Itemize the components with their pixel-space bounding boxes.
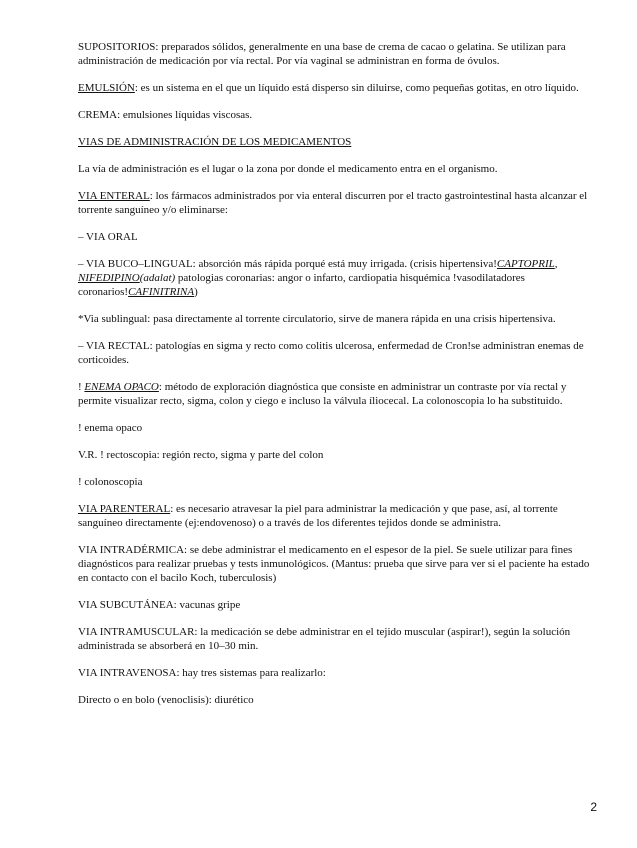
term-enema-opaco: ENEMA OPACO bbox=[84, 381, 159, 393]
paragraph-text: VIA INTRAVENOSA: hay tres sistemas para realizarlo: bbox=[78, 667, 326, 679]
paragraph-text: VIA INTRAMUSCULAR: la medicación se debe administrar en el tejido muscular (aspirar!), según la solución administrada se absorberá en 10–30 min. bbox=[78, 626, 571, 652]
paragraph-text: : es necesario atravesar la piel para administrar la medicación y que pase, así, al torrente sanguíneo directamente (ej:endovenoso) o a través de los diferentes tejidos donde se administra. bbox=[78, 503, 558, 529]
term-via-parenteral: VIA PARENTERAL bbox=[78, 503, 171, 515]
page-number: 2 bbox=[590, 800, 597, 814]
paragraph-via-intravenosa bbox=[78, 666, 598, 680]
term-via-enteral: VIA ENTERAL bbox=[78, 190, 150, 202]
drug-nifedipino: NIFEDIPINO bbox=[78, 272, 140, 284]
paragraph-text: ! colonoscopia bbox=[78, 476, 143, 488]
paragraph-text: – VIA BUCO–LINGUAL: absorción más rápida porqué está muy irrigada. (crisis hipertensiva! bbox=[78, 258, 497, 270]
paragraph-text: ! enema opaco bbox=[78, 422, 143, 434]
paragraph-text: Directo o en bolo (venoclisis): diurético bbox=[78, 694, 254, 706]
paragraph-via-intradermica bbox=[78, 543, 598, 585]
paragraph-via-enteral bbox=[78, 189, 598, 217]
paragraph-directo-bolo bbox=[78, 693, 598, 707]
paragraph-via-buco-lingual bbox=[78, 257, 598, 299]
paragraph-text: La vía de administración es el lugar o la zona por donde el medicamento entra en el organismo. bbox=[78, 163, 498, 175]
drug-captopril: CAPTOPRIL bbox=[496, 258, 555, 270]
paragraph-text: VIA SUBCUTÁNEA: vacunas gripe bbox=[78, 599, 241, 611]
paragraph-prefix: ! bbox=[78, 381, 85, 393]
paragraph-text: – VIA RECTAL: patologías en sigma y recto como colitis ulcerosa, enfermedad de Cron!se administran enemas de corticoides. bbox=[78, 340, 584, 366]
paragraph-via-parenteral bbox=[78, 502, 598, 530]
paragraph-text: – VIA ORAL bbox=[78, 231, 138, 243]
drug-adalat: (adalat) bbox=[139, 272, 176, 284]
paragraph-text: patologias coronarias: angor o infarto, cardiopatia hisquémica !vasodilatadores coronarios! bbox=[78, 272, 525, 298]
paragraph-supositorios bbox=[78, 40, 598, 68]
paragraph-text: *Via sublingual: pasa directamente al torrente circulatorio, sirve de manera rápida en una crisis hipertensiva. bbox=[78, 313, 556, 325]
paragraph-text: : es un sistema en el que un líquido está disperso sin diluirse, como pequeñas gotitas, en otro líquido. bbox=[134, 82, 579, 94]
paragraph-enema-opaco bbox=[78, 380, 598, 408]
paragraph-text: VIA INTRADÉRMICA: se debe administrar el medicamento en el espesor de la piel. Se suele utilizar para fines diagnósticos para realizar pruebas y tests inmunológicos. (Mantus: prueba que sirve para ver si el paciente ha estado en contacto con el bacilo Koch, tuberculosis) bbox=[78, 544, 590, 584]
drug-cafinitrina: CAFINITRINA bbox=[128, 286, 195, 298]
document-body bbox=[78, 40, 598, 720]
paragraph-via-subcutanea bbox=[78, 598, 598, 612]
paragraph-crema bbox=[78, 108, 598, 122]
paragraph-enema-opaco-list bbox=[78, 421, 598, 435]
paragraph-text: CREMA: emulsiones líquidas viscosas. bbox=[78, 109, 253, 121]
paragraph-definicion bbox=[78, 162, 598, 176]
paragraph-emulsion bbox=[78, 81, 598, 95]
paragraph-via-rectal bbox=[78, 339, 598, 367]
term-emulsion: EMULSIÓN bbox=[78, 82, 135, 94]
paragraph-via-sublingual bbox=[78, 312, 598, 326]
section-heading-vias bbox=[78, 135, 598, 149]
paragraph-text: SUPOSITORIOS: preparados sólidos, generalmente en una base de crema de cacao o gelatina. Se utilizan para administración de medicación por vía rectal. Por vía vaginal se administran en forma de óvulos. bbox=[78, 41, 566, 67]
heading-text: VIAS DE ADMINISTRACIÓN DE LOS MEDICAMENTOS bbox=[78, 136, 352, 148]
paragraph-via-oral bbox=[78, 230, 598, 244]
paragraph-text: ) bbox=[194, 286, 198, 298]
paragraph-colonoscopia bbox=[78, 475, 598, 489]
paragraph-text: : método de exploración diagnóstica que consiste en administrar un contraste por vía rectal y permite visualizar recto, sigma, colon y ciego e incluso la válvula íliocecal. La colonoscopia lo ha substituido. bbox=[78, 381, 567, 407]
paragraph-text: , bbox=[554, 258, 558, 270]
paragraph-rectoscopia bbox=[78, 448, 598, 462]
paragraph-via-intramuscular bbox=[78, 625, 598, 653]
paragraph-text: : los fármacos administrados por via enteral discurren por el tracto gastrointestinal hasta alcanzar el torrente sanguíneo y/o eliminarse: bbox=[78, 190, 588, 216]
paragraph-text: V.R. ! rectoscopia: región recto, sigma y parte del colon bbox=[78, 449, 324, 461]
